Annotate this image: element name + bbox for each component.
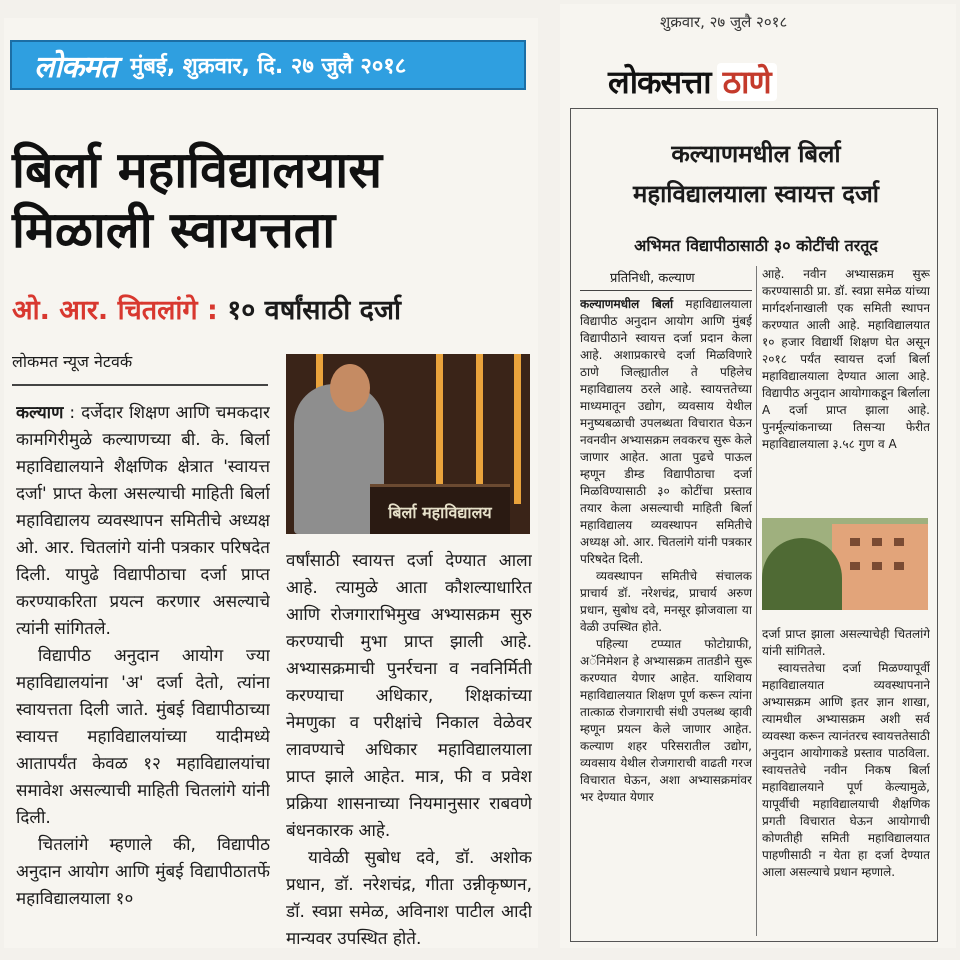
- window: [894, 562, 904, 570]
- lokmat-subheadline-name: ओ. आर. चितलांगे :: [12, 295, 218, 326]
- article-paragraph: [286, 548, 532, 845]
- loksatta-headline-line1: कल्याणमधील बिर्ला: [671, 140, 841, 168]
- window: [872, 538, 882, 546]
- article-paragraph: [16, 832, 270, 913]
- article-paragraph: [16, 643, 270, 832]
- curtain-stripe: [436, 354, 443, 504]
- article-paragraph: [16, 400, 270, 643]
- podium-sign: बिर्ला महाविद्यालय: [370, 484, 510, 534]
- loksatta-headline: [578, 134, 934, 214]
- article-paragraph: [762, 626, 930, 660]
- loksatta-edition: ठाणे: [717, 63, 777, 101]
- event-photo: [286, 354, 530, 534]
- window: [850, 562, 860, 570]
- window: [872, 562, 882, 570]
- lokmat-subheadline: [12, 290, 401, 327]
- paragraph-text: वर्षांसाठी स्वायत्त दर्जा देण्यात आला आहे. त्यामुळे आता कौशल्याधारित आणि रोजगाराभिमुख अभ्यासक्रम सुरु करण्याची मुभा प्राप्त झाली आहे. अभ्यासक्रमाची पुनर्रचना व नवनिर्मिती करण्याचा अधिकार, शिक्षकांच्या नेमणुका व परीक्षांचे निकाल वेळेवर लावण्याचे अधिकार महाविद्यालयाला प्राप्त झाले आहेत. मात्र, फी व प्रवेश प्रक्रिया शासनाच्या नियमानुसार राबवणे बंधनकारक आहे.: [286, 551, 532, 841]
- loksatta-article-column-2: [762, 266, 930, 518]
- lokmat-article-column-2: [286, 548, 532, 948]
- paragraph-text: व्यवस्थापन समितीचे संचालक प्राचार्य डॉ. नरेशचंद्र, प्राचार्य अरुण प्रधान, सुबोध दवे, मनसूर झोजवाला या वेळी उपस्थित होते.: [580, 569, 752, 634]
- lokmat-clipping: [4, 18, 538, 948]
- lokmat-date: मुंबई, शुक्रवार, दि. २७ जुलै २०१८: [130, 54, 407, 79]
- paragraph-text: महाविद्यालयाला विद्यापीठ अनुदान आयोग आणि मुंबई विद्यापीठाने स्वायत्त दर्जा प्रदान केला आहे. अशाप्रकारचे दर्जा मिळविणारे ठाणे जिल्ह्यातील ते पहिलेच महाविद्यालय ठरले आहे. स्वायत्ततेच्या माध्यमातून उद्योग, व्यवसाय येथील मनुष्यबळाची उपलब्धता विचारात घेऊन नवनवीन अभ्यासक्रम लवकरच सुरू केले जाणार आहेत. आता पुढचे पाऊल म्हणून डीम्ड विद्यापीठाचा दर्जा मिळविण्यासाठी ३० कोटींचा प्रस्ताव तयार केला असल्याची माहिती बिर्ला महाविद्यालय व्यवस्थापन समितीचे अध्यक्ष ओ. आर. चितलांगे यांनी पत्रकार परिषदेत दिली.: [580, 297, 752, 566]
- lokmat-masthead: [10, 40, 526, 90]
- lokmat-logo: लोकमत: [34, 49, 117, 85]
- lokmat-article-column-1: [16, 400, 270, 940]
- loksatta-byline: प्रतिनिधी, कल्याण: [610, 271, 695, 286]
- byline-rule: [12, 384, 268, 386]
- lokmat-headline-line1: बिर्ला महाविद्यालयास: [12, 141, 383, 199]
- column-divider: [756, 266, 757, 936]
- dateline: कल्याण: [16, 403, 64, 423]
- loksatta-clipping: [560, 4, 956, 948]
- lokmat-subheadline-text: १० वर्षांसाठी दर्जा: [217, 295, 401, 326]
- speaker-head: [330, 364, 370, 412]
- article-paragraph: [762, 266, 930, 453]
- loksatta-logo: लोकसत्ता: [608, 63, 711, 101]
- article-paragraph: [580, 636, 752, 806]
- byline-rule: [580, 290, 752, 291]
- lokmat-headline: [12, 140, 532, 260]
- lokmat-headline-line2: मिळाली स्वायत्तता: [12, 201, 336, 259]
- article-paragraph: [762, 660, 930, 881]
- lokmat-byline: लोकमत न्यूज नेटवर्क: [12, 352, 133, 371]
- dateline: कल्याणमधील बिर्ला: [580, 297, 674, 311]
- loksatta-article-column-1: [580, 296, 752, 936]
- paragraph-text: स्वायत्ततेचा दर्जा मिळण्यापूर्वी महाविद्यालयात व्यवस्थापनाने अभ्यासक्रम आणि इतर ज्ञान शाखा, त्यामधील अभ्यासक्रम अशी सर्व व्यवस्था करून त्यानंतरच स्वायत्ततेसाठी अनुदान आयोगाकडे प्रस्ताव पाठविला. स्वायत्ततेचे नवीन निकष बिर्ला महाविद्यालयाने पूर्ण केल्यामुळे, यापूर्वीची महाविद्यालयाची शैक्षणिक प्रगती विचारात घेऊन आयोगाची कोणतीही समिती महाविद्यालयात पाहणीसाठी न येता हा दर्जा देण्यात आला असल्याचे प्रधान म्हणाले.: [762, 661, 930, 879]
- paragraph-text: पहिल्या टप्प्यात फोटोग्राफी, अॅनिमेशन हे अभ्यासक्रम तातडीने सुरू करण्यात येणार आहेत. याशिवाय महाविद्यालयात शिक्षण पूर्ण करून त्यांना तात्काळ रोजगाराची संधी उपलब्ध व्हावी म्हणून प्रयत्न केले जाणार आहेत. कल्याण शहर परिसरातील उद्योग, व्यवसाय येथील रोजगाराची वाढती गरज विचारात घेऊन, अशा अभ्यासक्रमांवर भर देण्यात येणार: [580, 637, 752, 804]
- window: [894, 538, 904, 546]
- paragraph-text: दर्जा प्राप्त झाला असल्याचेही चितलांगे यांनी सांगितले.: [762, 627, 930, 658]
- tree-shape: [762, 538, 842, 610]
- paragraph-text: विद्यापीठ अनुदान आयोग ज्या महाविद्यालयांना 'अ' दर्जा देतो, त्यांना स्वायत्तता दिली जाते. मुंबई विद्यापीठाच्या स्वायत्त महाविद्यालयांच्या यादीमध्ये आतापर्यंत केवळ १२ महाविद्यालयांचा समावेश असल्याची माहिती चितलांगे यांनी दिली.: [16, 646, 270, 828]
- paragraph-text: आहे. नवीन अभ्यासक्रम सुरू करण्यासाठी प्रा. डॉ. स्वप्ना समेळ यांच्या मार्गदर्शनाखाली एक समिती स्थापन करण्यात आली आहे. महाविद्यालयात १० हजार विद्यार्थी शिक्षण घेत असून २०१८ पर्यंत स्वायत्त दर्जा बिर्ला महाविद्यालयाला देण्यात आला आहे. विद्यापीठ अनुदान आयोगाकडून बिर्लाला A दर्जा प्राप्त झाला आहे. पुनर्मूल्यांकनाच्या तिसऱ्या फेरीत महाविद्यालयाला ३.५८ गुण व A: [762, 267, 930, 451]
- loksatta-headline-line2: महाविद्यालयाला स्वायत्त दर्जा: [633, 180, 879, 208]
- paragraph-text: : दर्जेदार शिक्षण आणि चमकदार कामगिरीमुळे कल्याणच्या बी. के. बिर्ला महाविद्यालयाने शैक्षणिक क्षेत्रात 'स्वायत्त दर्जा' प्राप्त केला असल्याची माहिती बिर्ला महाविद्यालय व्यवस्थापन समितीचे अध्यक्ष ओ. आर. चितलांगे यांनी पत्रकार परिषदेत दिली. यापुढे विद्यापीठाचा दर्जा प्राप्त करण्याकरिता प्रयत्न करणार असल्याचे त्यांनी सांगितले.: [16, 403, 270, 639]
- article-paragraph: [286, 845, 532, 948]
- paragraph-text: चितलांगे म्हणाले की, विद्यापीठ अनुदान आयोग आणि मुंबई विद्यापीठातर्फे महाविद्यालयाला १०: [16, 835, 270, 909]
- article-paragraph: [580, 296, 752, 568]
- loksatta-article-column-3: [762, 626, 930, 936]
- curtain-stripe: [514, 354, 521, 504]
- curtain-stripe: [476, 354, 483, 504]
- loksatta-masthead: [608, 60, 777, 103]
- article-paragraph: [580, 568, 752, 636]
- loksatta-subheadline: अभिमत विद्यापीठासाठी ३० कोटींची तरतूद: [634, 236, 878, 255]
- loksatta-date: शुक्रवार, २७ जुलै २०१८: [660, 13, 788, 31]
- window: [850, 538, 860, 546]
- college-building-photo: [762, 518, 928, 610]
- paragraph-text: यावेळी सुबोध दवे, डॉ. अशोक प्रधान, डॉ. नरेशचंद्र, गीता उन्नीकृष्णन, डॉ. स्वप्ना समेळ, अविनाश पाटील आदी मान्यवर उपस्थित होते.: [286, 848, 532, 948]
